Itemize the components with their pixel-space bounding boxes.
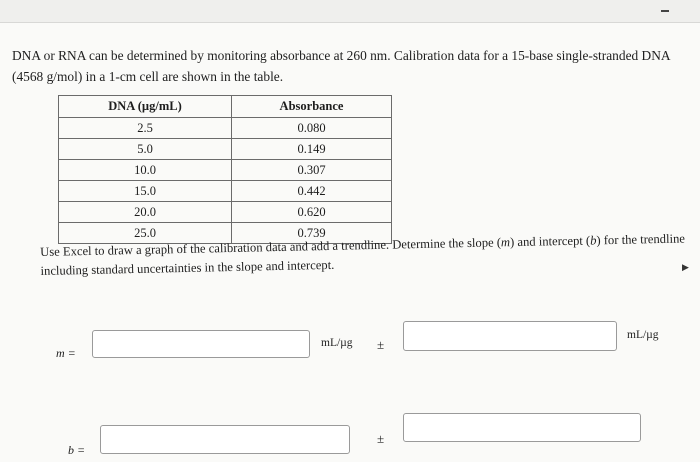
intercept-input[interactable]	[100, 425, 350, 454]
intercept-symbol: b	[589, 233, 597, 248]
instructions-text: ) and intercept (	[509, 233, 591, 250]
cell-absorbance: 0.307	[232, 160, 392, 181]
question-intro: DNA or RNA can be determined by monitoring absorbance at 260 nm. Calibration data for a 15-base single-stranded DNA (4568 g/mol) in a 1-cm cell are shown in the table.	[12, 48, 670, 84]
cell-absorbance: 0.149	[232, 139, 392, 160]
pointer-icon: ▶	[682, 262, 689, 272]
intercept-label: b =	[68, 443, 86, 457]
instructions-text: ) for the trendline including standard uncertainties in the slope and intercept.	[40, 231, 686, 278]
table-row	[59, 160, 392, 181]
cell-dna: 25.0	[59, 223, 232, 244]
column-header-dna: DNA (µg/mL)	[59, 96, 232, 118]
table-row	[59, 139, 392, 160]
intercept-uncertainty-input[interactable]	[403, 413, 641, 442]
plus-minus-sign: ±	[377, 431, 385, 446]
table-row	[59, 202, 392, 223]
cell-dna: 2.5	[59, 118, 232, 139]
slope-unit: mL/µg	[321, 337, 353, 349]
cell-dna: 15.0	[59, 181, 232, 202]
calibration-table	[58, 95, 392, 244]
minimize-mark	[661, 10, 669, 12]
cell-absorbance: 0.620	[232, 202, 392, 223]
cell-absorbance: 0.080	[232, 118, 392, 139]
slope-input[interactable]	[92, 330, 310, 358]
top-bar	[0, 0, 700, 22]
slope-uncertainty-unit: mL/µg	[627, 329, 659, 341]
column-header-absorbance: Absorbance	[232, 96, 392, 118]
instructions-text: Use Excel to draw a graph of the calibration data and add a trendline. Determine the slope (	[40, 235, 502, 259]
table-header-row	[59, 96, 392, 118]
cell-dna: 20.0	[59, 202, 232, 223]
table-row	[59, 181, 392, 202]
plus-minus-sign: ±	[377, 337, 385, 352]
slope-symbol: m	[500, 235, 511, 250]
slope-label: m =	[56, 346, 76, 360]
cell-dna: 5.0	[59, 139, 232, 160]
cell-dna: 10.0	[59, 160, 232, 181]
cell-absorbance: 0.442	[232, 181, 392, 202]
slope-uncertainty-input[interactable]	[403, 321, 617, 351]
table-row	[59, 118, 392, 139]
cell-absorbance: 0.739	[232, 223, 392, 244]
